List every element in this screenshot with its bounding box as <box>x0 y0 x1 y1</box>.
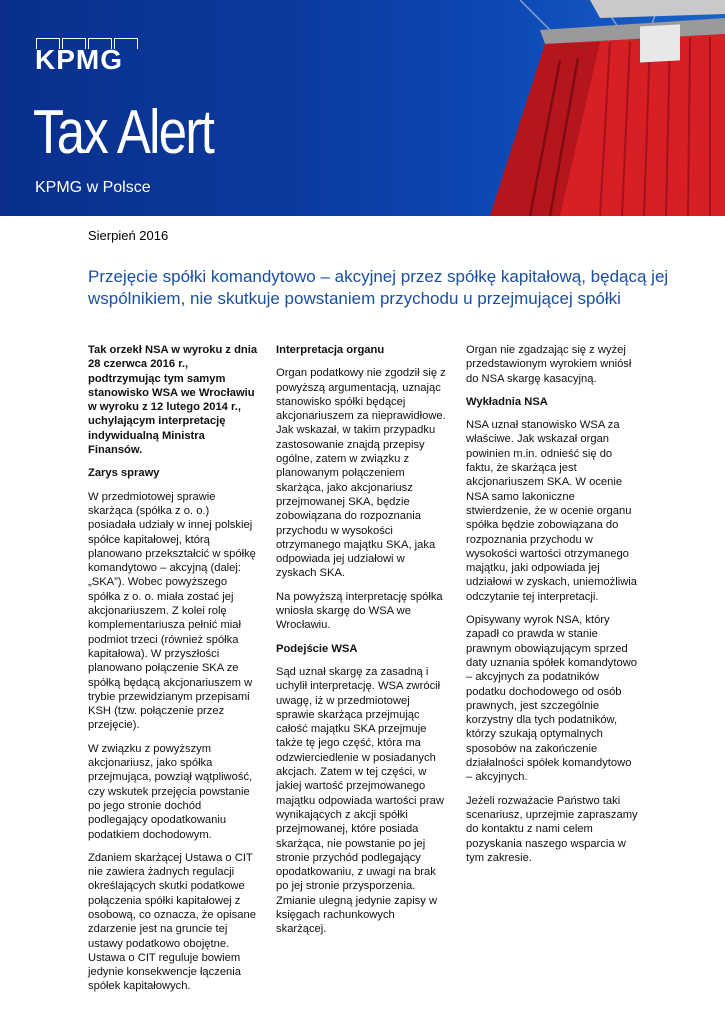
lead-paragraph: Tak orzekł NSA w wyroku z dnia 28 czerwca 2016 r., podtrzymując tym samym stanowisko WSA we Wrocławiu w wyroku z 12 lutego 2014 r., uchylającym interpretację indywidualną Ministra Finansów. <box>88 344 258 457</box>
column-3 <box>466 343 638 874</box>
paragraph: Zdaniem skarżącej Ustawa o CIT nie zawiera żadnych regulacji określających skutki podatkowe połączenia spółki kapitałowej z osobową, co oznacza, że opisane zdarzenie jest na gruncie tej ustawy podatkowo obojętne. Ustawa o CIT reguluje bowiem jedynie konsekwencje łączenia spółek kapitałowych. <box>88 851 256 993</box>
paragraph: W związku z powyższym akcjonariusz, jako spółka przejmująca, powziął wątpliwość, czy wskutek przejęcia powstanie po jego stronie dochód podlegający opodatkowaniu podatkiem dochodowym. <box>88 742 253 841</box>
header-banner <box>0 0 725 216</box>
section-heading: Wykładnia NSA <box>466 395 548 408</box>
column-2 <box>276 343 448 946</box>
page-title: Tax Alert <box>33 98 214 167</box>
section-heading: Zarys sprawy <box>88 467 160 480</box>
column-1 <box>88 343 260 1003</box>
paragraph: Organ podatkowy nie zgodził się z powyższą argumentacją, uznając stanowisko spółki będącej akcjonariuszem za nieprawidłowe. Jak wskazał, w takim przypadku zastosowanie znajdą przepisy ogólne, zatem w związku z planowanym połączeniem skarżąca, jako akcjonariusz przejmowanej SKA, będzie zobowiązana do rozpoznania przychodu w wysokości otrzymanego majątku SKA, jaka odpowiada jej udziałowi w zyskach SKA. <box>276 367 446 580</box>
article-headline: Przejęcie spółki komandytowo – akcyjnej przez spółkę kapitałową, będącą jej wspólnikiem, nie skutkuje powstaniem przychodu u przejmującej spółki <box>88 267 669 308</box>
paragraph: W przedmiotowej sprawie skarżąca (spółka z o. o.) posiadała udziały w innej polskiej spółce kapitałowej, którą planowano przekształcić w spółkę komandytowo – akcyjną (dalej: „SKA”). Wobec powyższego spółka z o. o. miała zostać jej akcjonariuszem. Z kolei rolę komplementariusza pełnić miał podmiot trzeci (również spółka kapitałowa). W przyszłości planowano połączenie SKA ze spółką będącą akcjonariuszem w trybie przewidzianym przepisami KSH (tzw. połączenie przez przejęcie). <box>88 490 256 732</box>
paragraph: NSA uznał stanowisko WSA za właściwe. Jak wskazał organ powinien m.in. odnieść się do faktu, że skarżąca jest akcjonariuszem SKA. W ocenie NSA samo lakoniczne stwierdzenie, że w ocenie organu spółka będzie zobowiązana do rozpoznania przychodu w wysokości wartości otrzymanego majątku, jaki odpowiada jej udziałowi w zyskach, uniemożliwia odczytanie tej interpretacji. <box>466 419 637 603</box>
page-subtitle: KPMG w Polsce <box>35 179 151 196</box>
kpmg-logo: KPMG <box>35 44 123 75</box>
issue-date: Sierpień 2016 <box>88 228 169 243</box>
paragraph: Na powyższą interpretację spółka wniosła skargę do WSA we Wrocławiu. <box>276 590 443 632</box>
section-heading: Interpretacja organu <box>276 344 385 356</box>
paragraph: Sąd uznał skargę za zasadną i uchylił interpretację. WSA zwrócił uwagę, iż w przedmiotowej sprawie skarżąca przejmując całość majątku SKA przejmuje także tę jego część, która ma odzwierciedlenie w posiadanych akcjach. Zatem w tej części, w jakiej wartość przejmowanego majątku odpowiada wartości praw wynikających z akcji spółki przejmowanej, które posiada skarżąca, nie powstanie po jej stronie przychód podlegający opodatkowaniu, z uwagi na brak po jej stronie przysporzenia. Zmianie ulegną jedynie zapisy w księgach rachunkowych skarżącej. <box>276 665 444 936</box>
section-heading: Podejście WSA <box>276 642 358 655</box>
paragraph: Organ nie zgadzając się z wyżej przedstawionym wyrokiem wniósł do NSA skargę kasacyjną. <box>466 344 632 385</box>
paragraph: Opisywany wyrok NSA, który zapadł co prawda w stanie prawnym obowiązującym sprzed daty uznania spółek komandytowo – akcyjnych za podatników podatku dochodowego od osób prawnych, jest szczególnie korzystny dla tych podatników, którzy szukają optymalnych sposobów na zakończenie działalności spółek komandytowo – akcyjnych. <box>466 614 638 784</box>
paragraph: Jeżeli rozważacie Państwo taki scenariusz, uprzejmie zapraszamy do kontaktu z nami celem pozyskania naszego wsparcia w tym zakresie. <box>466 794 638 864</box>
